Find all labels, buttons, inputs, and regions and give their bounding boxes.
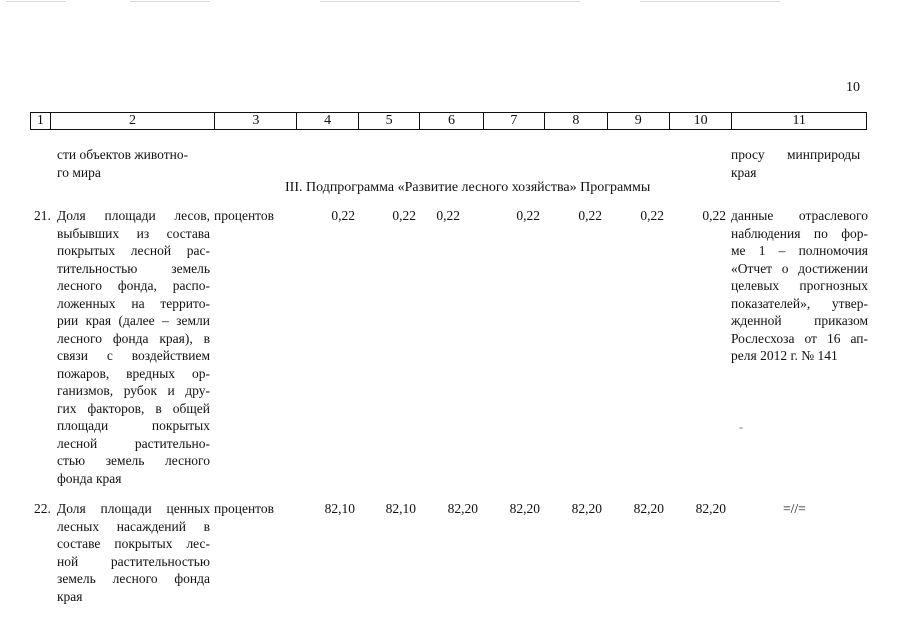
column-number: 5 [358, 113, 419, 129]
scan-top-rule [640, 1, 780, 2]
value-cell: 0,22 [640, 208, 664, 223]
description-line: составе покрытых лес- [57, 536, 210, 551]
description-line: связи с воздействием [57, 348, 210, 363]
row-description [57, 207, 210, 487]
continued-source-word: минприроды [787, 147, 861, 162]
column-number: 1 [36, 113, 44, 128]
column-number: 9 [607, 113, 669, 129]
description-line: стью земель лесного [57, 453, 210, 468]
column-number: 7 [483, 113, 544, 129]
scan-top-rule [320, 1, 580, 2]
description-line: гих факторов, в общей [57, 400, 210, 416]
unit-cell: процентов [214, 208, 275, 223]
value-cell: 0,22 [436, 208, 460, 223]
description-line: фонда края [57, 470, 122, 486]
description-line: лесного фонда края), в [57, 330, 210, 346]
description-line: лесного фонда, распо- [57, 278, 210, 293]
unit-cell: процентов [214, 501, 275, 516]
column-number: 11 [731, 113, 866, 129]
description-line: ной растительностью [57, 553, 210, 569]
source-line: «Отчет о достижении [731, 260, 868, 276]
description-line: выбывших из состава [57, 225, 210, 241]
scan-top-rule [6, 1, 66, 2]
value-cell: 0,22 [702, 208, 726, 223]
description-line: площади покрытых [57, 418, 210, 433]
source-line: наблюдения по фор- [731, 225, 868, 241]
description-line: Доля площади ценных [57, 501, 210, 516]
row-description [57, 500, 210, 605]
value-cell: 0,22 [331, 208, 355, 223]
source-cell: =//= [783, 501, 806, 516]
section-title: III. Подпрограмма «Развитие лесного хозяйства» Программы [285, 180, 651, 195]
column-number: 10 [669, 113, 731, 129]
value-cell: 82,20 [509, 501, 540, 516]
source-line: ме 1 – полномочия [731, 243, 868, 258]
column-number: 8 [544, 113, 606, 129]
value-cell: 82,20 [695, 501, 726, 516]
description-line: лесных насаждений в [57, 518, 210, 534]
column-number: 2 [50, 113, 214, 129]
continued-description-line: го мира [57, 164, 101, 180]
column-number: 4 [296, 113, 357, 129]
stray-mark: - [739, 420, 743, 434]
value-cell: 0,22 [392, 208, 416, 223]
scan-top-rule [130, 1, 210, 2]
value-cell: 82,20 [447, 501, 478, 516]
row-number: 22. [34, 501, 51, 516]
continued-description-line: сти объектов животно- [57, 147, 189, 162]
source-line: Рослесхоза от 16 ап- [731, 330, 868, 346]
description-line: ганизмов, рубок и дру- [57, 383, 210, 398]
column-number: 6 [419, 113, 482, 129]
source-line: целевых прогнозных [731, 278, 868, 293]
description-line: лесной растительно- [57, 435, 210, 451]
value-cell: 82,10 [324, 501, 355, 516]
source-line: жденной приказом [731, 313, 868, 328]
source-line: данные отраслевого [731, 208, 868, 223]
value-cell: 82,20 [571, 501, 602, 516]
value-cell: 0,22 [578, 208, 602, 223]
value-cell: 82,10 [385, 501, 416, 516]
continued-source-line: края [731, 164, 757, 180]
description-line: тительностью земель [57, 260, 210, 276]
page-number: 10 [846, 80, 860, 95]
description-line: ложенных на террито- [57, 295, 210, 311]
value-cell: 82,20 [633, 501, 664, 516]
description-line: земель лесного фонда [57, 571, 210, 586]
description-line: края [57, 588, 83, 604]
description-line: покрытых лесной рас- [57, 243, 210, 258]
column-number: 3 [214, 113, 296, 129]
continued-source-word: просу [731, 147, 765, 162]
row-number: 21. [34, 208, 51, 223]
description-line: Доля площади лесов, [57, 208, 210, 223]
source-cell [731, 207, 868, 365]
description-line: рии края (далее – земли [57, 313, 210, 328]
source-line: реля 2012 г. № 141 [731, 348, 838, 363]
source-line: показателей», утвер- [731, 295, 868, 311]
description-line: пожаров, вредных ор- [57, 365, 210, 381]
column-number-header [30, 112, 867, 130]
value-cell: 0,22 [516, 208, 540, 223]
